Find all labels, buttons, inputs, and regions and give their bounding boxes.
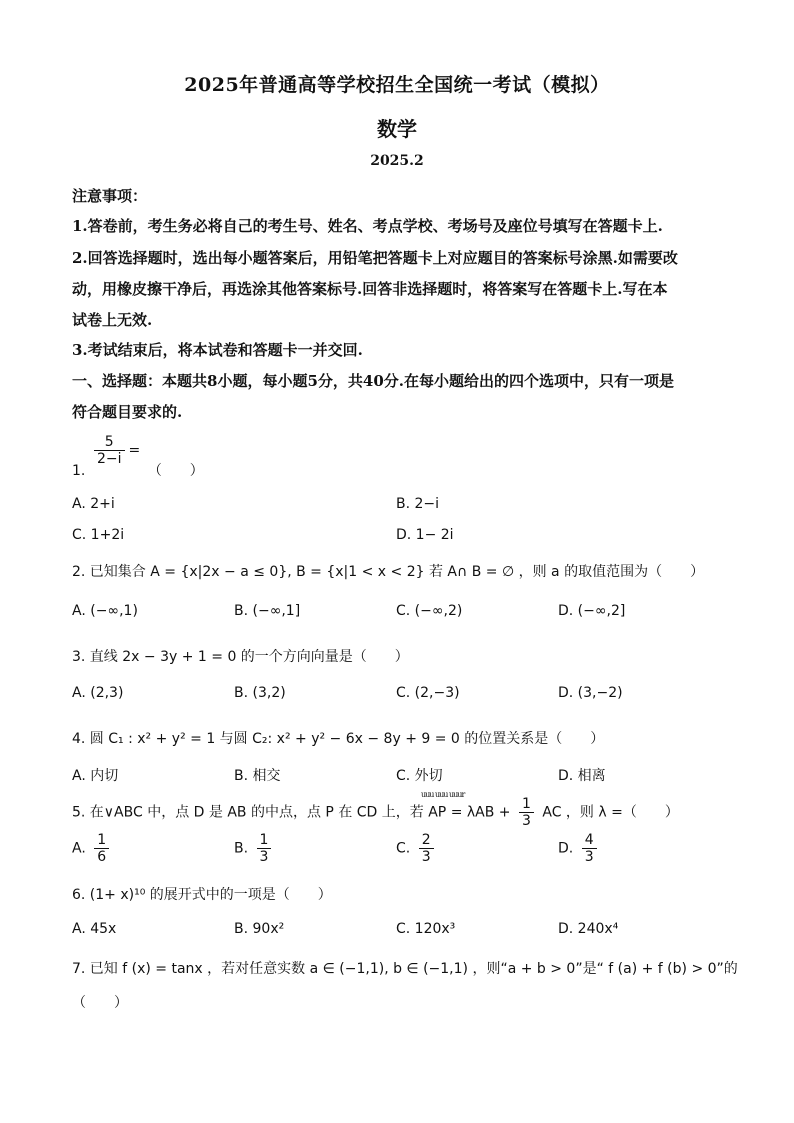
question-4-option-b: B. 相交 [234,768,281,784]
question-1-denominator: 2−i [97,451,122,467]
question-2-option-b: B. (−∞,1] [234,603,301,619]
question-3-option-d: D. (3,−2) [558,685,623,701]
question-5-option-b-fraction [257,832,272,865]
question-1-option-c: C. 1+2i [72,527,125,543]
question-4-option-c: C. 外切 [396,768,443,784]
question-5-option-b-denominator: 3 [259,849,269,865]
question-1-paren: （ ） [147,463,204,479]
question-2-option-a: A. (−∞,1) [72,603,138,619]
question-5-option-b-numerator: 1 [257,832,272,849]
question-5-text-start: 5. 在∨ABC 中，点 D 是 AB 的中点，点 P 在 CD 上，若 AP = λAB + [72,804,511,821]
question-5-text-end: AC ，则 λ =（ ） [542,804,679,821]
question-2: 2. 已知集合 A = {x|2x − a ≤ 0}, B = {x|1 < x < 2} 若 A∩ B = ∅ ，则 a 的取值范围为（ ） [72,564,705,580]
question-5-option-d-numerator: 4 [582,832,597,849]
notice-item-2 [72,243,732,336]
question-5-option-b [234,832,275,865]
question-5-option-a-denominator: 6 [97,849,107,865]
notice-item-2-line-2: 动，用橡皮擦干净后，再选涂其他答案标号.回答非选择题时，将答案写在答题卡上.写在本 [72,280,668,298]
notice-heading: 注意事项： [72,187,148,205]
question-5-option-d [558,832,601,865]
question-4-option-d: D. 相离 [558,768,606,784]
question-5-option-d-fraction [582,832,597,865]
section-heading-line-1: 一、选择题：本题共8小题，每小题5分，共40分.在每小题给出的四个选项中，只有一项是 [72,372,674,390]
question-5-option-a-numerator: 1 [94,832,109,849]
exam-subject: 数学 [377,117,417,141]
question-5-option-c-numerator: 2 [419,832,434,849]
question-1-option-a: A. 2+i [72,496,115,512]
question-1-option-b: B. 2−i [396,496,440,512]
question-5-fraction-numerator: 1 [519,796,534,813]
question-1-option-d: D. 1− 2i [396,527,454,543]
question-5-option-b-label: B. [234,840,249,857]
question-4: 4. 圆 C₁ : x² + y² = 1 与圆 C₂: x² + y² − 6x − 8y + 9 = 0 的位置关系是（ ） [72,731,605,747]
question-3-option-c: C. (2,−3) [396,685,460,701]
notice-item-2-line-1: 2.回答选择题时，选出每小题答案后，用铅笔把答题卡上对应题目的答案标号涂黑.如需要改 [72,249,678,267]
question-3: 3. 直线 2x − 3y + 1 = 0 的一个方向向量是（ ） [72,649,409,665]
question-2-option-c: C. (−∞,2) [396,603,463,619]
question-5-option-c-denominator: 3 [421,849,431,865]
question-5-vector-marks: uuu uuu uuur [421,790,465,799]
question-7-line-2: （ ） [72,995,128,1011]
question-1-number: 1. [72,463,86,479]
notice-item-3: 3.考试结束后，将本试卷和答题卡一并交回. [72,341,363,359]
question-6-option-b: B. 90x² [234,921,285,937]
question-6-option-a: A. 45x [72,921,117,937]
question-5-option-c-fraction [419,832,434,865]
question-5-option-d-label: D. [558,840,574,857]
question-7-line-1: 7. 已知 f (x) = tanx ，若对任意实数 a ∈ (−1,1), b ∈ (−1,1) ，则“a + b > 0”是“ f (a) + f (b) > 0”的 [72,961,738,977]
question-1-equals: = [128,442,141,459]
question-6: 6. (1+ x)¹⁰ 的展开式中的一项是（ ） [72,887,332,903]
exam-title: 2025年普通高等学校招生全国统一考试（模拟） [184,74,610,96]
question-2-option-d: D. (−∞,2] [558,603,626,619]
question-5-option-c [396,832,438,865]
question-5-fraction-denominator: 3 [521,813,531,829]
question-5-option-d-denominator: 3 [584,849,594,865]
question-5-fraction [519,796,534,829]
question-5-option-a-fraction [94,832,109,865]
question-5-option-a [72,832,113,865]
question-3-option-b: B. (3,2) [234,685,286,701]
section-heading-line-2: 符合题目要求的. [72,403,183,421]
notice-item-2-line-3: 试卷上无效. [72,311,153,329]
exam-date: 2025.2 [370,153,424,169]
section-heading [72,366,732,428]
question-1-numerator: 5 [94,434,125,451]
question-1 [72,460,204,480]
question-5-option-c-label: C. [396,840,411,857]
question-3-option-a: A. (2,3) [72,685,124,701]
question-4-option-a: A. 内切 [72,768,119,784]
notice-item-1: 1.答卷前，考生务必将自己的考生号、姓名、考点学校、考场号及座位号填写在答题卡上. [72,217,663,235]
question-5 [72,796,679,829]
question-6-option-c: C. 120x³ [396,921,456,937]
question-6-option-d: D. 240x⁴ [558,921,619,937]
question-5-option-a-label: A. [72,840,86,857]
